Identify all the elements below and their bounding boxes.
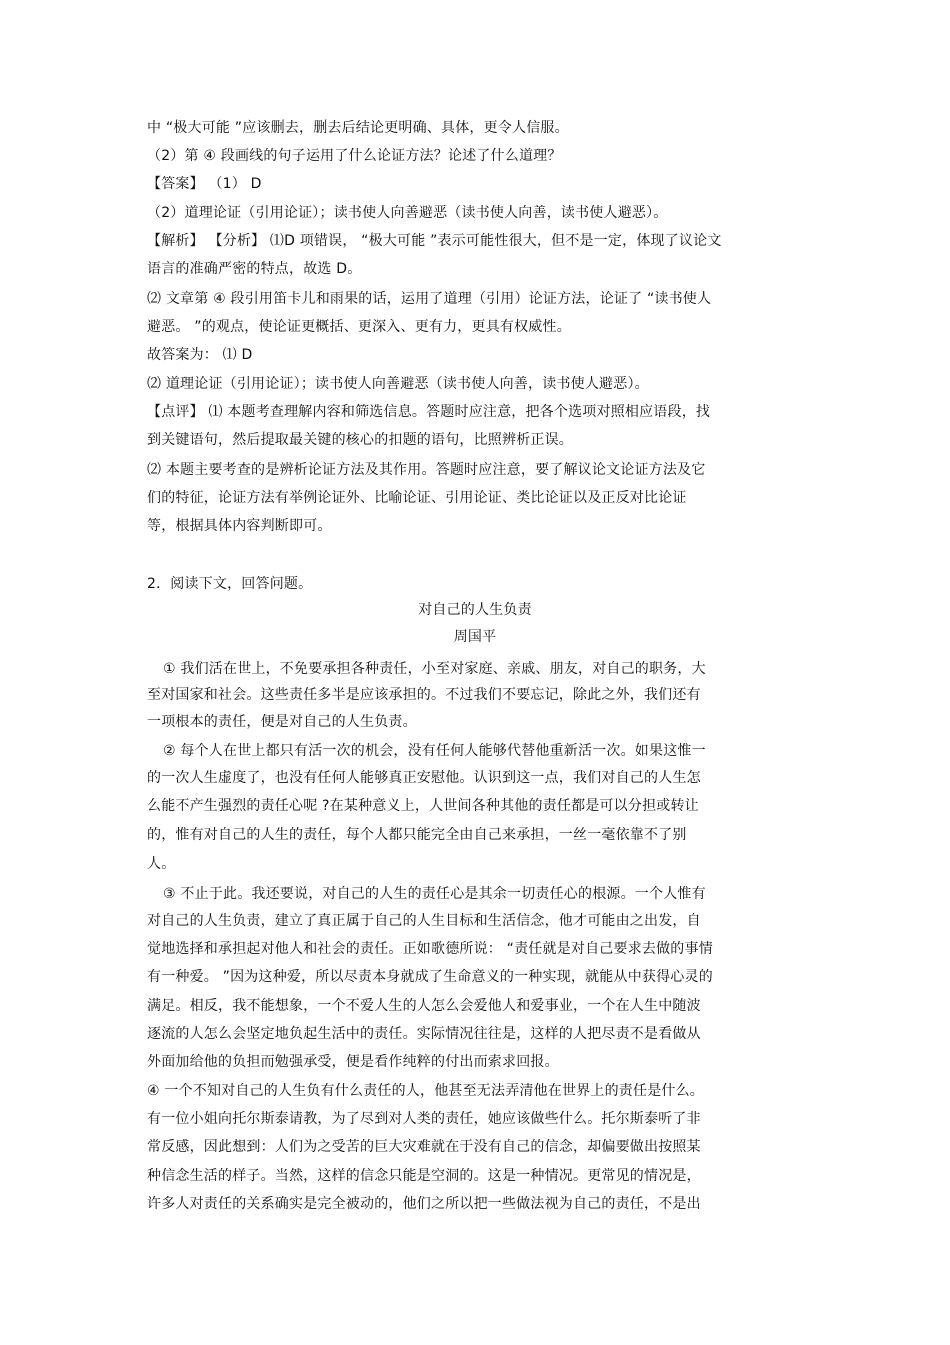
paragraph-3-line: 对自己的人生负责，建立了真正属于自己的人生目标和生活信念，他才可能由之出发，自 [147,913,701,929]
paragraph-4-line: ④ 一个不知对自己的人生负有什么责任的人，他甚至无法弄清他在世界上的责任是什么。 [147,1083,704,1099]
article-author: 周国平 [453,629,497,645]
paragraph-4-line: 有一位小姐向托尔斯泰请教，为了尽到对人类的责任，她应该做些什么。托尔斯泰听了非 [147,1111,701,1127]
text-line: 们的特征，论证方法有举例论证外、比喻论证、引用论证、类比论证以及正反对比论证 [147,490,687,506]
final-answer-label: 故答案为： ⑴ D [147,347,253,363]
paragraph-3-line: 外面加给他的负担而勉强承受，便是看作纯粹的付出而索求回报。 [147,1054,559,1070]
text-line: 到关键语句，然后提取最关键的核心的扣题的语句，比照辨析正误。 [147,432,573,448]
paragraph-1-line: 至对国家和社会。这些责任多半是应该承担的。不过我们不要忘记，除此之外，我们还有 [147,687,701,703]
paragraph-2-line: ② 每个人在世上都只有活一次的机会，没有任何人能够代替他重新活一次。如果这惟一 [163,743,706,759]
paragraph-2-line: 人。 [147,856,176,872]
analysis-heading: 【解析】 【分析】 ⑴D 项错误， “极大可能 ”表示可能性很大，但不是一定，体现了议论文 [147,233,722,249]
article-title: 对自己的人生负责 [418,602,532,618]
paragraph-1-line: 一项根本的责任，便是对自己的人生负责。 [147,714,417,730]
answer-heading: 【答案】 （1） D [147,176,262,192]
text-line: ⑵ 本题主要考查的是辨析论证方法及其作用。答题时应注意，要了解议论文论证方法及它 [147,462,706,478]
text-line: 语言的准确严密的特点，故选 D。 [147,261,362,277]
paragraph-4-line: 许多人对责任的关系确实是完全被动的，他们之所以把一些做法视为自己的责任，不是出 [147,1196,701,1212]
paragraph-1-line: ① 我们活在世上，不免要承担各种责任，小至对家庭、亲戚、朋友，对自己的职务，大 [163,661,706,677]
paragraph-3-line: 觉地选择和承担起对他人和社会的责任。正如歌德所说： “责任就是对自己要求去做的事情 [147,941,713,957]
paragraph-2-line: 的一次人生虚度了，也没有任何人能够真正安慰他。认识到这一点，我们对自己的人生怎 [147,770,701,786]
comment-heading: 【点评】 ⑴ 本题考查理解内容和筛选信息。答题时应注意，把各个选项对照相应语段，找 [147,404,711,420]
paragraph-3-line: 满足。相反，我不能想象，一个不爱人生的人怎么会爱他人和爱事业，一个在人生中随波 [147,998,701,1014]
text-line: （2）道理论证（引用论证）；读书使人向善避恶（读书使人向善，读书使人避恶）。 [147,205,668,221]
text-line: 等，根据具体内容判断即可。 [147,518,332,534]
question-2-intro: 2．阅读下文，回答问题。 [147,576,313,592]
paragraph-2-line: 的，惟有对自己的人生的责任，每个人都只能完全由自己来承担，一丝一毫依靠不了别 [147,827,687,843]
text-line: 中 “极大可能 ”应该删去，删去后结论更明确、具体，更令人信服。 [147,120,569,136]
question-2-prompt: （2）第 ④ 段画线的句子运用了什么论证方法？论述了什么道理？ [147,148,562,164]
text-line: ⑵ 文章第 ④ 段引用笛卡儿和雨果的话，运用了道理（引用）论证方法，论证了 “读书使人 [147,291,712,307]
paragraph-4-line: 常反感，因此想到：人们为之受苦的巨大灾难就在于没有自己的信念，却偏要做出按照某 [147,1139,701,1155]
paragraph-2-line: 么能不产生强烈的责任心呢 ?在某种意义上，人世间各种其他的责任都是可以分担或转让 [147,798,699,814]
paragraph-3-line: ③ 不止于此。我还要说，对自己的人生的责任心是其余一切责任心的根源。一个人惟有 [163,886,706,902]
paragraph-3-line: 逐流的人怎么会坚定地负起生活中的责任。实际情况往往是，这样的人把尽责不是看做从 [147,1026,701,1042]
paragraph-4-line: 种信念生活的样子。当然，这样的信念只能是空洞的。这是一种情况。更常见的情况是， [147,1168,701,1184]
text-line: ⑵ 道理论证（引用论证）；读书使人向善避恶（读书使人向善，读书使人避恶）。 [147,376,649,392]
text-line: 避恶。 ”的观点，使论证更概括、更深入、更有力，更具有权威性。 [147,319,571,335]
paragraph-3-line: 有一种爱。 ”因为这种爱，所以尽责本身就成了生命意义的一种实现，就能从中获得心灵的 [147,969,713,985]
